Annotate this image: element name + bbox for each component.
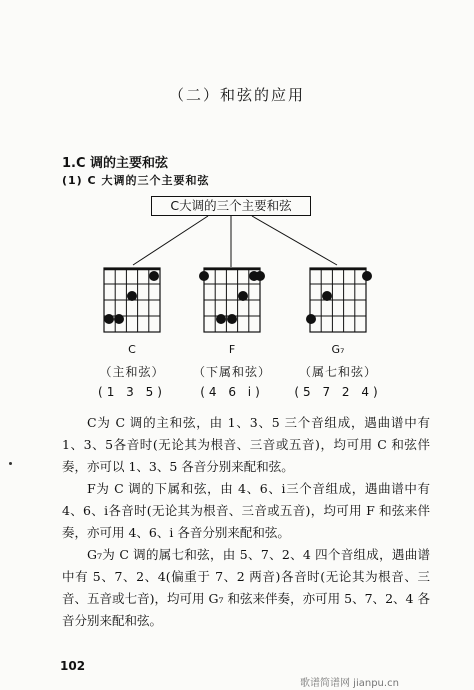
finger-dot (362, 271, 372, 281)
finger-dot (227, 314, 237, 324)
page-number: 102 (60, 659, 86, 673)
chord-name-f: F (228, 343, 236, 356)
connector-lines (133, 216, 337, 267)
watermark: 歌谱简谱网 jianpu.cn (300, 678, 399, 689)
stray-mark (9, 462, 12, 465)
paragraph-c-chord: C为 C 调的主和弦，由 1、3、5 三个音组成，遇曲谱中有 1、3、5各音时(无论其为根音、三音或五音)，均可用 C 和弦伴奏，亦可以 1、3、5 各音分别来配和弦。 (62, 415, 430, 474)
finger-dot (127, 291, 137, 301)
finger-dot (199, 271, 209, 281)
paragraph-g7-chord: G₇为 C 调的属七和弦，由 5、7、2、4 四个音组成，遇曲谱中有 5、7、2、4(偏重于 7、2 两音)各音时(无论其为根音、三音、五音或七音)，均可用 G₇ 和弦来伴奏，亦可用 5、7、2、4 各音分别来配和弦。 (62, 547, 430, 628)
chord-diagram-title: C大调的三个主要和弦 (151, 196, 311, 216)
finger-dot (238, 291, 248, 301)
chord-notes-c: (1 3 5) (98, 385, 166, 399)
finger-dot (255, 271, 265, 281)
chord-name-g7: G₇ (331, 343, 345, 356)
chord-notes-g7: (5 7 2 4) (294, 385, 382, 399)
finger-dot (216, 314, 226, 324)
finger-dot (306, 314, 316, 324)
chord-grid-c (104, 268, 160, 332)
section-title: （二）和弦的应用 (168, 86, 305, 104)
finger-dot (114, 314, 124, 324)
chord-notes-f: (4 6 i) (200, 385, 264, 399)
chord-grid-g7 (306, 268, 372, 332)
chord-name-c: C (128, 343, 136, 356)
chord-role-g7: （属七和弦） (298, 365, 377, 379)
chord-grid-f (199, 268, 265, 332)
chord-role-f: （下属和弦） (192, 365, 271, 379)
paragraph-f-chord: F为 C 调的下属和弦，由 4、6、i三个音组成，遇曲谱中有 4、6、i各音时(无论其为根音、三音或五音)，均可用 F 和弦来伴奏，亦可用 4、6、i 各音分别来配和弦。 (62, 481, 430, 540)
finger-dot (322, 291, 332, 301)
finger-dot (149, 271, 159, 281)
subheading-1: 1.C 调的主要和弦 (62, 156, 169, 171)
chord-role-c: （主和弦） (99, 365, 165, 379)
finger-dot (104, 314, 114, 324)
subheading-2: (1) C 大调的三个主要和弦 (62, 174, 210, 187)
